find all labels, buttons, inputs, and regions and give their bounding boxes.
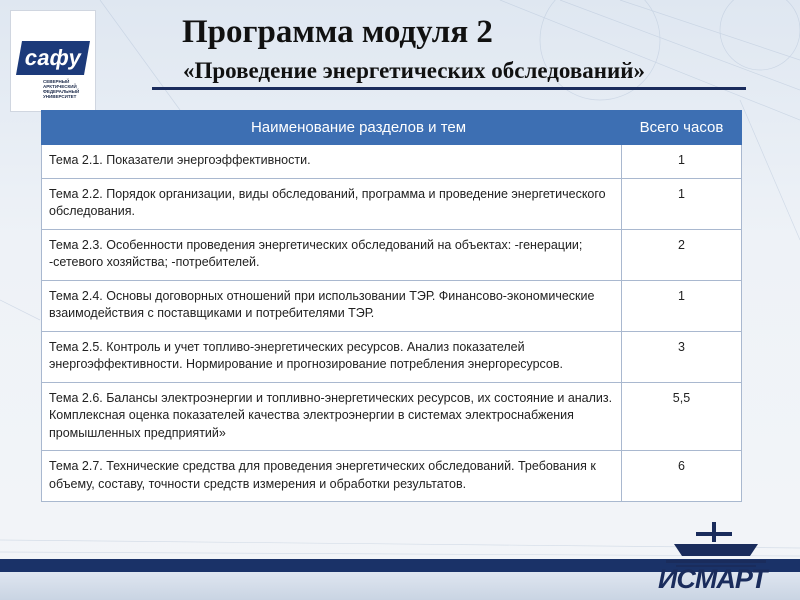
column-header-name: Наименование разделов и тем bbox=[42, 111, 622, 145]
table-row bbox=[42, 280, 742, 331]
module-program-table bbox=[41, 110, 742, 502]
ship-icon bbox=[646, 520, 786, 568]
topic-cell: Тема 2.5. Контроль и учет топливо-энергетических ресурсов. Анализ показателей энергоэффективности. Нормирование и прогнозирование потребления энергоресурсов. bbox=[42, 331, 622, 382]
hours-cell: 2 bbox=[622, 229, 742, 280]
table-row bbox=[42, 229, 742, 280]
title-underline bbox=[152, 87, 746, 90]
table-row bbox=[42, 382, 742, 451]
column-header-hours: Всего часов bbox=[622, 111, 742, 145]
table-row bbox=[42, 178, 742, 229]
table-header-row bbox=[42, 111, 742, 145]
table-row bbox=[42, 451, 742, 502]
table-row bbox=[42, 145, 742, 179]
logo-mark: сафу bbox=[16, 41, 90, 75]
logo-text: СЕВЕРНЫЙ АРКТИЧЕСКИЙ ФЕДЕРАЛЬНЫЙ УНИВЕРСИТЕТ bbox=[43, 79, 80, 99]
hours-cell: 1 bbox=[622, 145, 742, 179]
topic-cell: Тема 2.2. Порядок организации, виды обследований, программа и проведение энергетического обследования. bbox=[42, 178, 622, 229]
hours-cell: 1 bbox=[622, 178, 742, 229]
hours-cell: 5,5 bbox=[622, 382, 742, 451]
university-logo bbox=[10, 10, 96, 112]
topic-cell: Тема 2.1. Показатели энергоэффективности. bbox=[42, 145, 622, 179]
table-row bbox=[42, 331, 742, 382]
page-title: Программа модуля 2 bbox=[182, 14, 493, 50]
topic-cell: Тема 2.7. Технические средства для проведения энергетических обследований. Требования к объему, составу, точности средств измерения и обработки результатов. bbox=[42, 451, 622, 502]
topic-cell: Тема 2.3. Особенности проведения энергетических обследований на объектах: -генерации; -сетевого хозяйства; -потребителей. bbox=[42, 229, 622, 280]
hours-cell: 3 bbox=[622, 331, 742, 382]
ismart-logo bbox=[646, 520, 786, 600]
hours-cell: 6 bbox=[622, 451, 742, 502]
topic-cell: Тема 2.4. Основы договорных отношений при использовании ТЭР. Финансово-экономические взаимодействия с поставщиками и потребителями ТЭР. bbox=[42, 280, 622, 331]
hours-cell: 1 bbox=[622, 280, 742, 331]
logo-wordmark: ИСМАРТ bbox=[658, 564, 767, 594]
page-subtitle: «Проведение энергетических обследований» bbox=[183, 58, 646, 83]
topic-cell: Тема 2.6. Балансы электроэнергии и топливно-энергетических ресурсов, их состояние и анализ. Комплексная оценка показателей качества электроэнергии в системах электроснабжения промышленных предприятий» bbox=[42, 382, 622, 451]
